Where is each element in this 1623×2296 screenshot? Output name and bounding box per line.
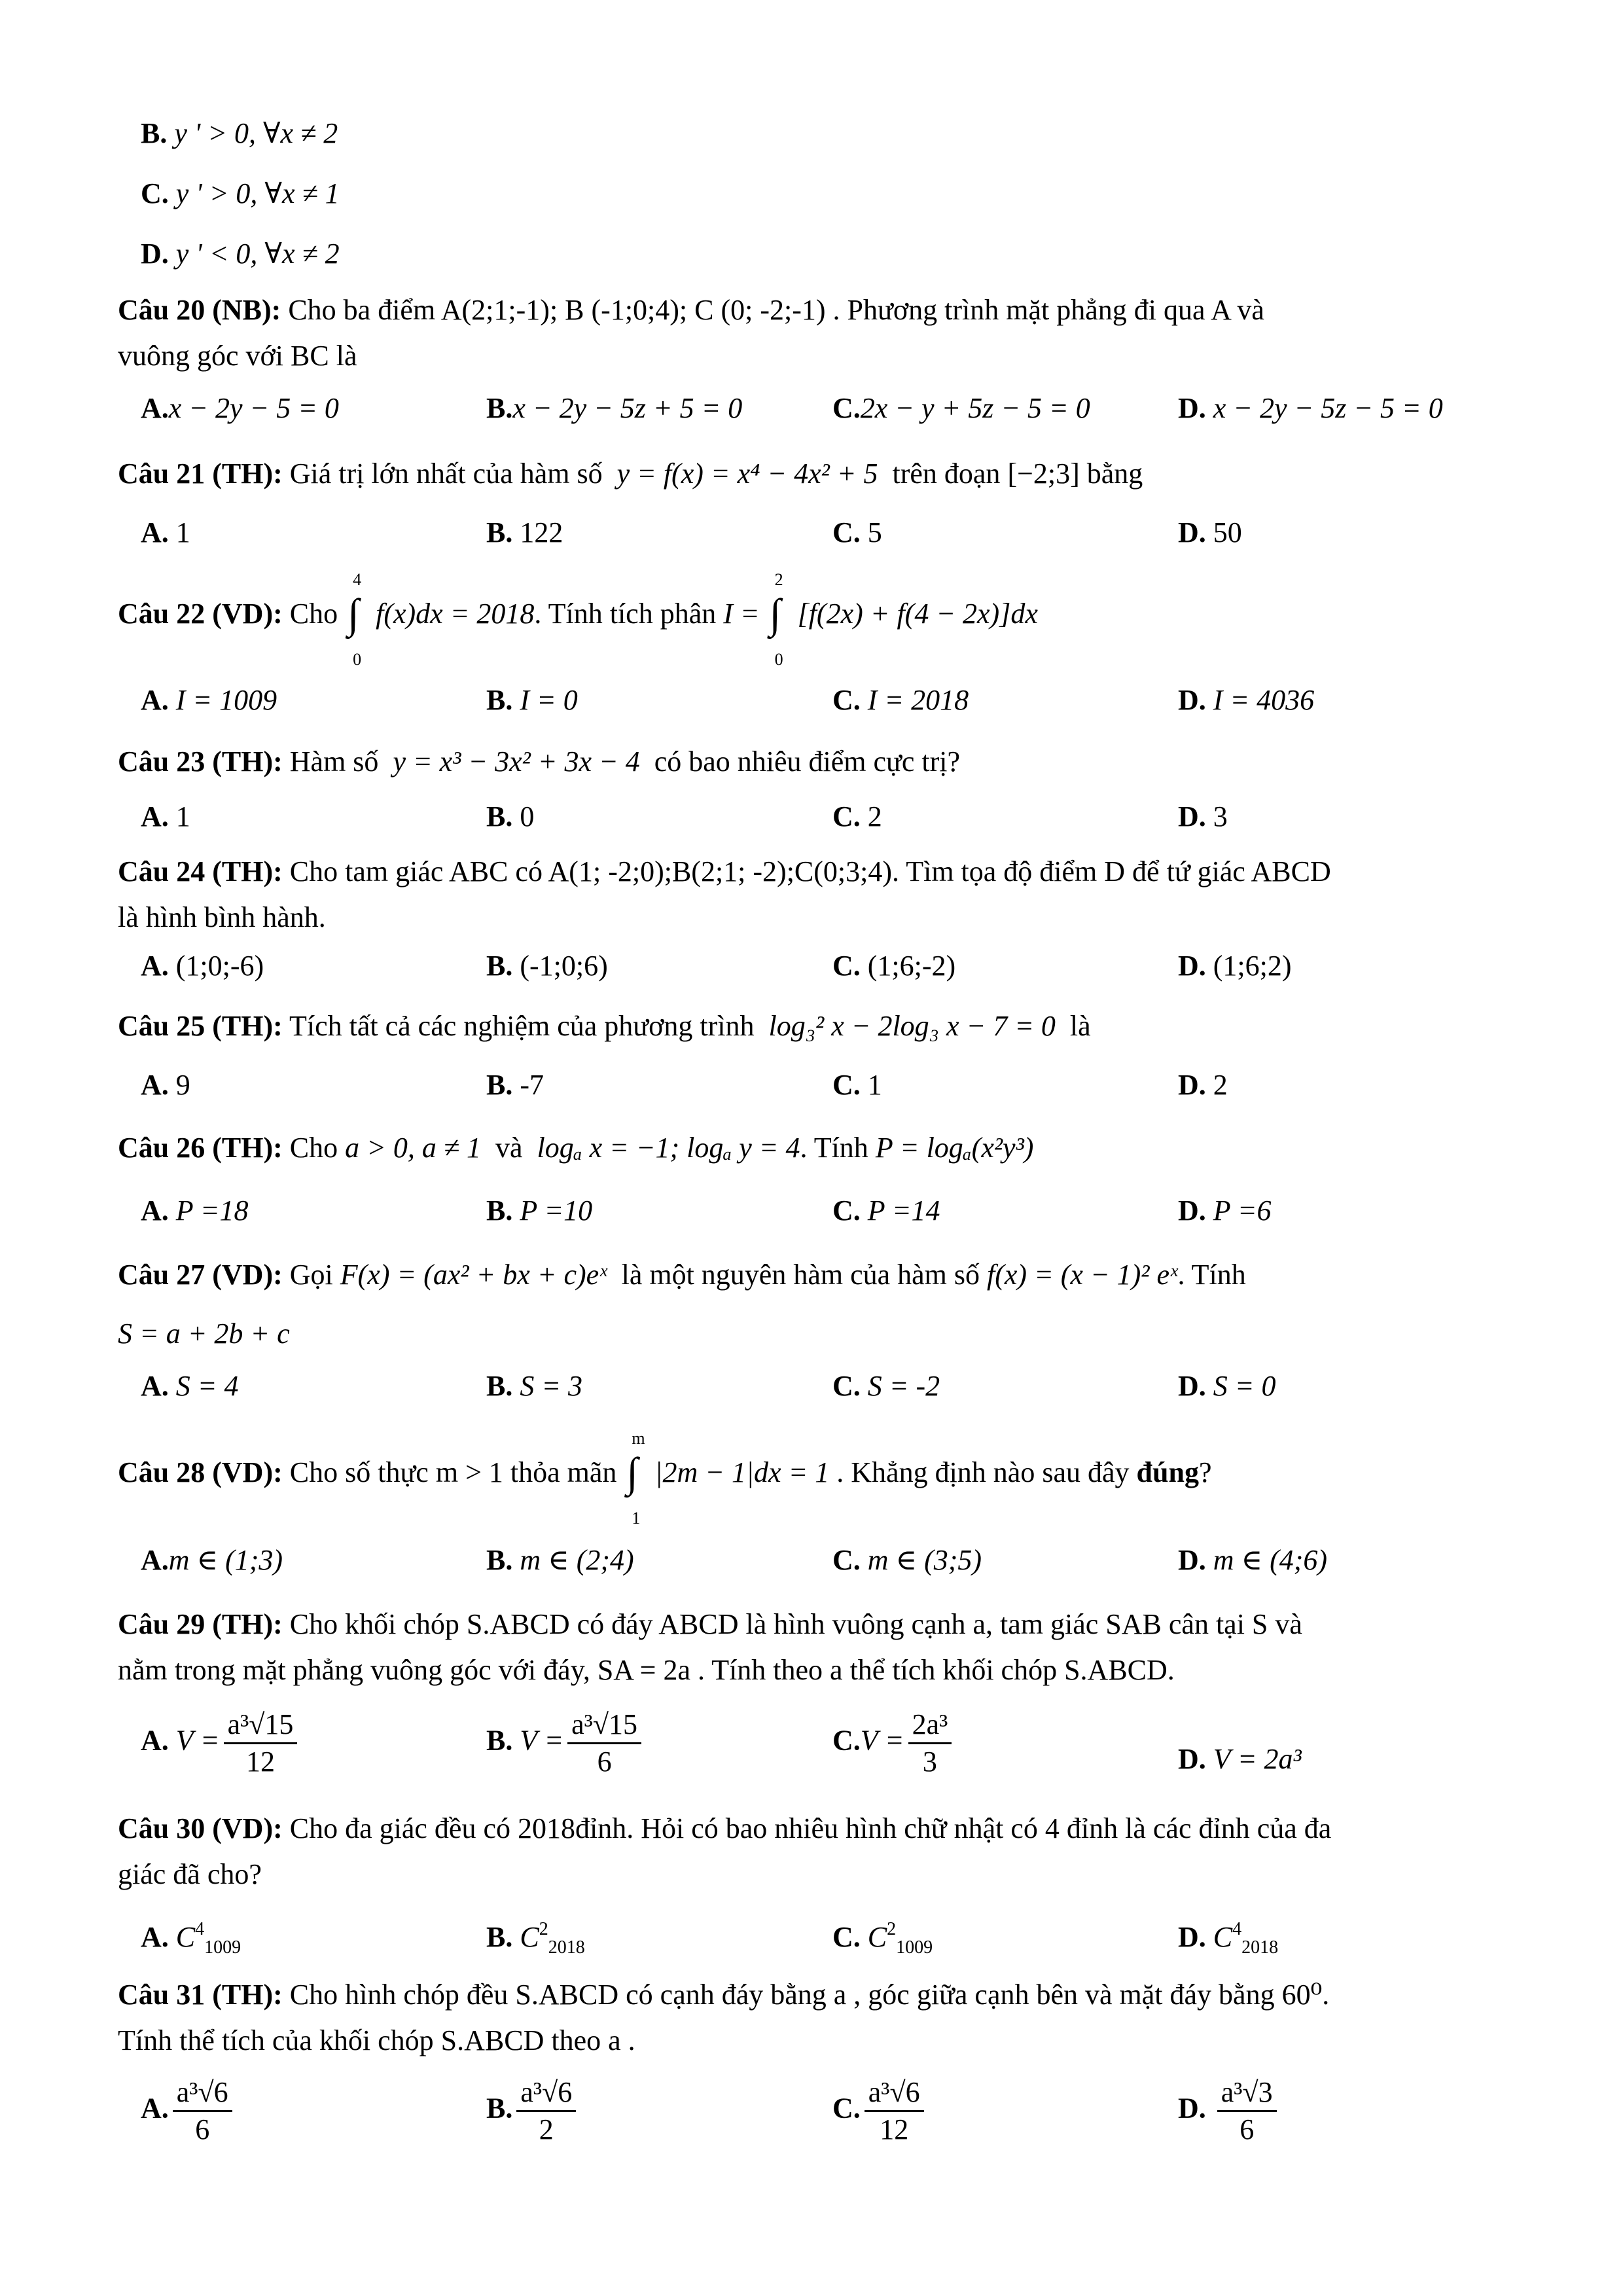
q20-stem-line1: Câu 20 (NB): Cho ba điểm A(2;1;-1); B (-1;0;4); C (0; -2;-1) . Phương trình mặt phẳng đi qua A và bbox=[118, 294, 1264, 326]
q23-option-c: C. 2 bbox=[832, 800, 882, 833]
q20-option-a: A.x − 2y − 5 = 0 bbox=[141, 392, 339, 424]
q27-stem-line1: Câu 27 (VD): Gọi F(x) = (ax² + bx + c)eˣ là một nguyên hàm của hàm số f(x) = (x − 1)² eˣ. Tính bbox=[118, 1259, 1246, 1291]
q26-options bbox=[141, 1193, 1548, 1265]
q31-option-b: B. $\frac{\text{a³√6}}{2}$ bbox=[486, 2075, 580, 2147]
integral-sign: 2 ∫ 0 bbox=[769, 569, 783, 669]
q24-stem-line2: là hình bình hành. bbox=[118, 901, 326, 933]
q30-stem-line1: Câu 30 (VD): Cho đa giác đều có 2018đỉnh. Hỏi có bao nhiêu hình chữ nhật có 4 đỉnh là các đỉnh của đa bbox=[118, 1812, 1332, 1844]
q29-stem-line2: nằm trong mặt phẳng vuông góc với đáy, SA = 2a . Tính theo a thể tích khối chóp S.ABCD. bbox=[118, 1654, 1175, 1686]
q21-option-d: D. 50 bbox=[1178, 516, 1242, 548]
q29-options bbox=[141, 1707, 1548, 1799]
q25-option-d: D. 2 bbox=[1178, 1069, 1228, 1101]
q28-option-d: D. m ∈ (4;6) bbox=[1178, 1544, 1328, 1576]
q30-option-a: A. $C^4_{1009}$ bbox=[141, 1919, 241, 1958]
q27-option-a: A. S = 4 bbox=[141, 1370, 239, 1402]
q30-option-c: C. $C^2_{1009}$ bbox=[832, 1919, 933, 1958]
q24-stem-line1: Câu 24 (TH): Cho tam giác ABC có A(1; -2;0);B(2;1; -2);C(0;3;4). Tìm tọa độ điểm D để tứ giác ABCD bbox=[118, 855, 1331, 888]
q31-option-a: A. $\frac{\text{a³√6}}{6}$ bbox=[141, 2075, 236, 2147]
q22-option-c: C. I = 2018 bbox=[832, 684, 969, 716]
q27-option-d: D. S = 0 bbox=[1178, 1370, 1276, 1402]
q25-stem: Câu 25 (TH): Tích tất cả các nghiệm của phương trình log₃² x − 2log₃ x − 7 = 0 là bbox=[118, 1010, 1091, 1042]
q25-option-b: B. -7 bbox=[486, 1069, 544, 1101]
q27-option-c: C. S = -2 bbox=[832, 1370, 940, 1402]
q26-option-d: D. P =6 bbox=[1178, 1194, 1272, 1227]
q31-option-c: C. $\frac{\text{a³√6}}{12}$ bbox=[832, 2075, 928, 2147]
q29-option-b: B. V = $\frac{\text{a³√15}}{6}$ bbox=[486, 1707, 645, 1780]
q23-option-d: D. 3 bbox=[1178, 800, 1228, 833]
q22-stem: Câu 22 (VD): Cho 4 ∫ 0 f(x)dx = 2018. Tính tích phân I = 2 ∫ 0 [f(2x) + f(4 − 2x)]dx bbox=[118, 569, 1038, 669]
q27-options bbox=[141, 1368, 1548, 1440]
q21-options bbox=[141, 514, 1548, 586]
q30-option-b: B. $C^2_{2018}$ bbox=[486, 1919, 585, 1958]
integral-sign: m ∫ 1 bbox=[626, 1428, 645, 1528]
q21-option-c: C. 5 bbox=[832, 516, 882, 548]
q24-option-d: D. (1;6;2) bbox=[1178, 950, 1292, 982]
q23-option-b: B. 0 bbox=[486, 800, 535, 833]
q25-option-c: C. 1 bbox=[832, 1069, 882, 1101]
q20-option-c: C.2x − y + 5z − 5 = 0 bbox=[832, 392, 1090, 424]
q28-option-c: C. m ∈ (3;5) bbox=[832, 1544, 982, 1576]
q24-option-c: C. (1;6;-2) bbox=[832, 950, 956, 982]
q19-option-b: B. y ' > 0, ∀x ≠ 2 bbox=[141, 117, 338, 149]
integral-sign: 4 ∫ 0 bbox=[348, 569, 362, 669]
q20-stem-line2: vuông góc với BC là bbox=[118, 340, 357, 372]
q27-stem-line2: S = a + 2b + c bbox=[118, 1318, 290, 1350]
q31-stem-line1: Câu 31 (TH): Cho hình chóp đều S.ABCD có cạnh đáy bằng a , góc giữa cạnh bên và mặt đáy bằng 60⁰. bbox=[118, 1979, 1330, 2011]
q30-options bbox=[141, 1911, 1548, 1983]
q21-option-a: A. 1 bbox=[141, 516, 190, 548]
q19-option-c: C. y ' > 0, ∀x ≠ 1 bbox=[141, 177, 340, 209]
q22-option-d: D. I = 4036 bbox=[1178, 684, 1315, 716]
q29-option-d: D. V = 2a³ bbox=[1178, 1743, 1302, 1775]
q28-stem: Câu 28 (VD): Cho số thực m > 1 thỏa mãn m ∫ 1 |2m − 1|dx = 1 . Khẳng định nào sau đây đúng? bbox=[118, 1428, 1212, 1528]
q27-option-b: B. S = 3 bbox=[486, 1370, 583, 1402]
q31-options bbox=[141, 2075, 1548, 2166]
q26-stem: Câu 26 (TH): Cho a > 0, a ≠ 1 và logₐ x = −1; logₐ y = 4. Tính P = logₐ(x²y³) bbox=[118, 1132, 1034, 1164]
q30-stem-line2: giác đã cho? bbox=[118, 1858, 262, 1890]
q25-options bbox=[141, 1067, 1548, 1139]
q26-option-b: B. P =10 bbox=[486, 1194, 593, 1227]
q24-option-b: B. (-1;0;6) bbox=[486, 950, 608, 982]
q29-option-c: C.V = $\frac{\text{2a³}}{3}$ bbox=[832, 1707, 955, 1780]
q21-option-b: B. 122 bbox=[486, 516, 563, 548]
q20-option-d: D. x − 2y − 5z − 5 = 0 bbox=[1178, 392, 1443, 424]
q26-option-c: C. P =14 bbox=[832, 1194, 940, 1227]
q31-stem-line2: Tính thể tích của khối chóp S.ABCD theo a . bbox=[118, 2024, 635, 2056]
q19-option-d: D. y ' < 0, ∀x ≠ 2 bbox=[141, 238, 340, 270]
q24-option-a: A. (1;0;-6) bbox=[141, 950, 264, 982]
q26-option-a: A. P =18 bbox=[141, 1194, 249, 1227]
q22-option-a: A. I = 1009 bbox=[141, 684, 277, 716]
q31-option-d: D. $\frac{\text{a³√3}}{6}$ bbox=[1178, 2075, 1281, 2147]
q25-option-a: A. 9 bbox=[141, 1069, 190, 1101]
q20-options bbox=[141, 390, 1548, 462]
q29-stem-line1: Câu 29 (TH): Cho khối chóp S.ABCD có đáy ABCD là hình vuông cạnh a, tam giác SAB cân tại S và bbox=[118, 1608, 1302, 1640]
q30-option-d: D. $C^4_{2018}$ bbox=[1178, 1919, 1279, 1958]
q28-option-b: B. m ∈ (2;4) bbox=[486, 1544, 634, 1576]
q23-stem: Câu 23 (TH): Hàm số y = x³ − 3x² + 3x − 4 có bao nhiêu điểm cực trị? bbox=[118, 745, 961, 778]
q29-option-a: A. V = $\frac{\text{a³√15}}{12}$ bbox=[141, 1707, 301, 1780]
q22-option-b: B. I = 0 bbox=[486, 684, 578, 716]
q20-option-b: B.x − 2y − 5z + 5 = 0 bbox=[486, 392, 743, 424]
q28-option-a: A.m ∈ (1;3) bbox=[141, 1544, 283, 1576]
q23-option-a: A. 1 bbox=[141, 800, 190, 833]
q21-stem: Câu 21 (TH): Giá trị lớn nhất của hàm số y = f(x) = x⁴ − 4x² + 5 trên đoạn [−2;3] bằng bbox=[118, 457, 1143, 490]
q28-options bbox=[141, 1542, 1548, 1614]
